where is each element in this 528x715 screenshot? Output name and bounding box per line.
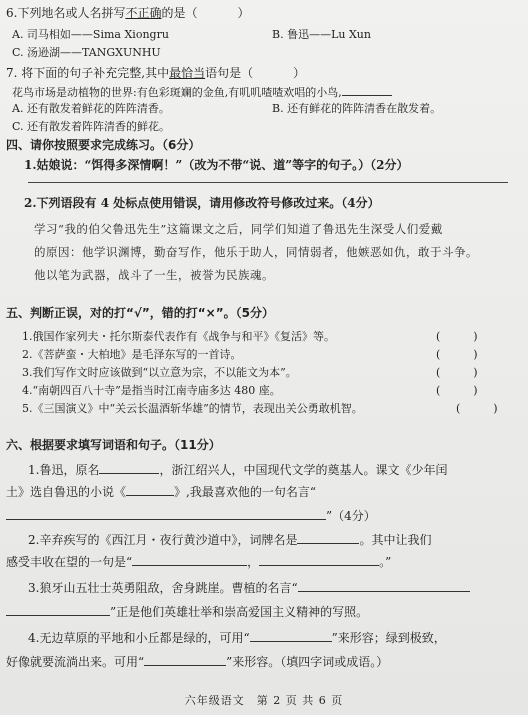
s6-q1-line2: 土》选自鲁迅的小说《 》,我最喜欢他的一句名言“ (6, 485, 316, 499)
tf-item-5: 5.《三国演义》中“关云长温酒斩华雄”的情节，表现出关公勇敢机智。 (22, 402, 363, 415)
s4-question-2: 2.下列语段有 4 处标点使用错误，请用修改符号修改过来。（4分） (24, 196, 380, 210)
s6-q1-line3: ”（4分） (6, 508, 528, 523)
paragraph-line-2: 的原因：他学识渊博，勤奋写作，他乐于助人，同情弱者，他嫉恶如仇，敢于斗争。 (34, 245, 478, 259)
q7-option-c: C. 还有散发着阵阵清香的鲜花。 (12, 120, 171, 133)
paragraph-line-3: 他以笔为武器，战斗了一生，被誉为民族魂。 (34, 268, 274, 282)
s6-q2-line1: 2.辛弃疾写的《西江月・夜行黄沙道中》，词牌名是 。其中让我们 (28, 533, 432, 547)
blank-field[interactable] (298, 580, 470, 592)
blank-field[interactable] (259, 554, 379, 566)
q7-option-a: A. 还有散发着鲜花的阵阵清香。 (12, 102, 170, 115)
answer-paren[interactable]: ( ) (436, 366, 478, 379)
blank-field[interactable] (297, 532, 359, 544)
tf-item-2: 2.《菩萨蛮・大柏地》是毛泽东写的一首诗。 (22, 348, 242, 361)
tf-item-4: 4.“南朝四百八十寺”是指当时江南寺庙多达 480 座。 (22, 384, 281, 397)
q6-option-a: A. 司马相如——Sima Xiongru (12, 28, 169, 41)
paragraph-line-1: 学习“我的伯父鲁迅先生”这篇课文之后，同学们知道了鲁迅先生深受人们爱戴 (34, 222, 443, 236)
answer-paren[interactable]: ( ) (436, 330, 478, 343)
s6-q4-line1: 4.无边草原的平地和小丘都是绿的，可用“ ”来形容；绿到极致， (28, 631, 446, 645)
blank-field[interactable] (132, 554, 247, 566)
blank-field[interactable] (6, 508, 326, 520)
blank-field[interactable] (126, 484, 174, 496)
answer-paren[interactable]: ( ) (436, 384, 478, 397)
blank-field[interactable] (6, 604, 110, 616)
section-4-title: 四、请你按照要求完成练习。（6分） (6, 138, 201, 152)
blank-field[interactable] (99, 462, 159, 474)
q7-stem: 7. 将下面的句子补充完整,其中最恰当语句是（ ） (6, 66, 306, 80)
answer-paren[interactable]: ( ) (456, 402, 498, 415)
q6-stem: 6.下列地名或人名拼写不正确的是（ ） (6, 6, 250, 20)
section-5-title: 五、判断正误，对的打“√”，错的打“×”。（5分） (6, 306, 274, 320)
s4-question-1: 1.姑娘说：“饵得多深情啊！”（改为不带“说、道”等字的句子。）（2分） (24, 158, 409, 172)
s6-q3-line2: ”正是他们英雄壮举和崇高爱国主义精神的写照。 (6, 604, 528, 619)
blank-field[interactable] (144, 654, 226, 666)
s6-q1-line1: 1.鲁迅，原名 ，浙江绍兴人，中国现代文学的奠基人。课文《少年闰 (28, 463, 448, 477)
q6-option-b: B. 鲁迅——Lu Xun (272, 28, 371, 41)
s6-q2-line2: 感受丰收在望的一句是“ ， 。” (6, 555, 392, 569)
answer-paren[interactable]: ( ) (436, 348, 478, 361)
answer-line (28, 182, 508, 183)
blank-field[interactable] (250, 630, 332, 642)
page-footer: 六年级语文 第 2 页 共 6 页 (184, 694, 344, 707)
section-6-title: 六、根据要求填写词语和句子。（11分） (6, 438, 221, 452)
tf-item-1: 1.俄国作家列夫・托尔斯泰代表作有《战争与和平》《复活》等。 (22, 330, 335, 343)
s6-q4-line2: 好像就要流淌出来。可用“ ”来形容。（填四字词或成语。） (6, 655, 389, 669)
tf-item-3: 3.我们写作文时应该做到“以立意为宗，不以能文为本”。 (22, 366, 297, 379)
q7-sentence: 花鸟市场是动植物的世界:有色彩斑斓的金鱼,有叽叽喳喳欢唱的小鸟, (12, 84, 528, 100)
q7-option-b: B. 还有鲜花的阵阵清香在散发着。 (272, 102, 442, 115)
q6-option-c: C. 汤逊湖——TANGXUNHU (12, 46, 161, 59)
s6-q3-line1: 3.狼牙山五壮士英勇阻敌，舍身跳崖。曹植的名言“ (28, 580, 528, 595)
